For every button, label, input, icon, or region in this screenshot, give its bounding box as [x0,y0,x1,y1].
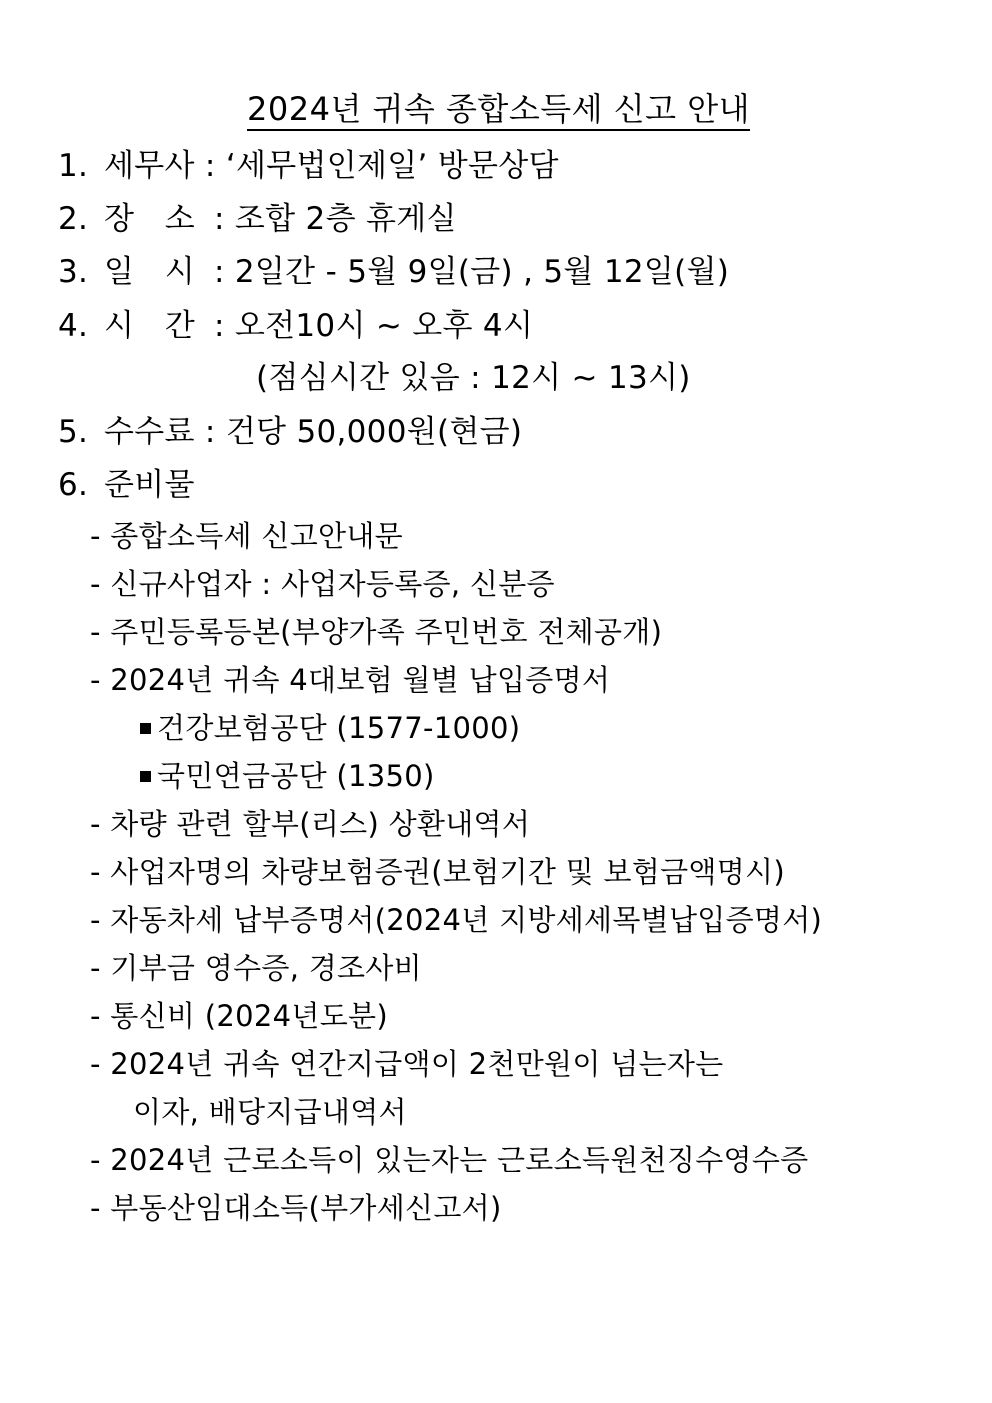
square-bullet-icon [140,723,151,734]
prep-item [90,852,785,892]
dash-marker: - [90,807,101,841]
item-number: 3. [58,254,89,290]
prep-item-text: 신규사업자 : 사업자등록증, 신분증 [110,567,555,601]
item-number: 5. [58,414,89,450]
item-number: 2. [58,201,89,237]
item-separator: : [204,414,216,450]
prep-item [90,1044,723,1084]
item-label: 일 시 [104,254,195,290]
prep-item-text: 2024년 근로소득이 있는자는 근로소득원천징수영수증 [110,1143,809,1177]
prep-item-text: 건강보험공단 (1577-1000) [157,711,521,745]
prep-item-text: 통신비 (2024년도분) [110,999,388,1033]
item-label: 시 간 [104,308,195,344]
prep-item [90,1188,502,1228]
item-time-note: (점심시간 있음 : 12시 ~ 13시) [256,360,691,396]
dash-marker: - [90,903,101,937]
item-separator: : [214,201,225,237]
prep-item-text: 종합소득세 신고안내문 [110,519,403,553]
prep-item-text: 차량 관련 할부(리스) 상환내역서 [110,807,531,841]
item-separator: : [214,308,225,344]
prep-item [90,660,610,700]
dash-marker: - [90,951,101,985]
prep-item-text: 자동차세 납부증명서(2024년 지방세세목별납입증명서) [110,903,823,937]
prep-item [90,564,555,604]
prep-item-text: 주민등록등본(부양가족 주민번호 전체공개) [110,615,663,649]
item-value: ‘세무법인제일’ 방문상담 [225,148,559,184]
prep-subitem [140,708,520,748]
prep-item-text: 부동산임대소득(부가세신고서) [110,1191,502,1225]
item-label: 수수료 [104,414,195,450]
dash-marker: - [90,1143,101,1177]
dash-marker: - [90,1191,101,1225]
dash-marker: - [90,615,101,649]
item-separator: : [214,254,225,290]
prep-subitem [140,756,435,796]
prep-item [90,804,530,844]
prep-item [90,996,388,1036]
prep-item [90,612,662,652]
prep-item [90,900,822,940]
prep-item-text: 2024년 귀속 연간지급액이 2천만원이 넘는자는 [110,1047,724,1081]
item-label: 장 소 [104,201,195,237]
item-time [58,306,533,346]
prep-item-text: 기부금 영수증, 경조사비 [110,951,422,985]
item-label: 세무사 [104,148,195,184]
item-value: 조합 2층 휴게실 [234,201,457,237]
prep-item-continuation: 이자, 배당지급내역서 [133,1095,407,1129]
item-value: 오전10시 ~ 오후 4시 [234,308,534,344]
item-location [58,199,457,239]
item-number: 4. [58,308,89,344]
prep-item [90,516,403,556]
item-date [58,252,729,292]
item-label: 준비물 [104,467,195,503]
prep-item-text: 국민연금공단 (1350) [157,759,435,793]
item-tax-accountant [58,146,559,186]
dash-marker: - [90,519,101,553]
dash-marker: - [90,999,101,1033]
prep-item [90,1140,808,1180]
dash-marker: - [90,1047,101,1081]
dash-marker: - [90,663,101,697]
dash-marker: - [90,567,101,601]
item-number: 1. [58,148,89,184]
item-separator: : [204,148,216,184]
prep-item [90,948,422,988]
prep-item-text: 2024년 귀속 4대보험 월별 납입증명서 [110,663,611,697]
item-fee [58,412,522,452]
item-value: 2일간 - 5월 9일(금) , 5월 12일(월) [234,254,730,290]
square-bullet-icon [140,771,151,782]
prep-item-text: 사업자명의 차량보험증권(보험기간 및 보험금액명시) [110,855,785,889]
dash-marker: - [90,855,101,889]
item-number: 6. [58,467,89,503]
document-title: 2024년 귀속 종합소득세 신고 안내 [247,89,750,131]
item-value: 건당 50,000원(현금) [225,414,523,450]
item-preparations-heading [58,465,195,505]
